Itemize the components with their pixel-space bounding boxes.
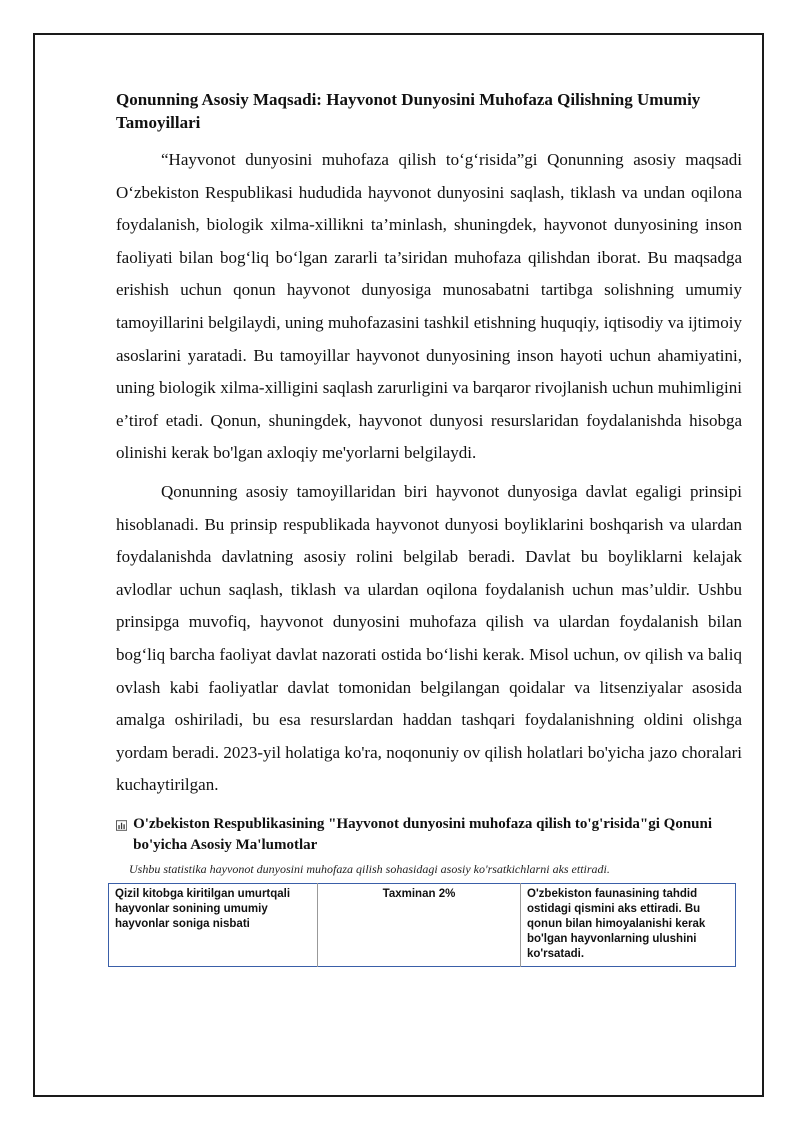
bar-chart-icon bbox=[116, 819, 127, 832]
section-heading: Qonunning Asosiy Maqsadi: Hayvonot Dunyosini Muhofaza Qilishning Umumiy Tamoyillari bbox=[116, 90, 701, 132]
document-content bbox=[116, 88, 742, 967]
value-cell: Taxminan 2% bbox=[318, 883, 521, 966]
note-cell: O'zbekiston faunasining tahdid ostidagi qismini aks ettiradi. Bu qonun bilan himoyalanishi kerak bo'lgan hayvonlarning ulushini ko'rsatadi. bbox=[521, 883, 736, 966]
indicator-cell: Qizil kitobga kiritilgan umurtqali hayvonlar sonining umumiy hayvonlar soniga nisbati bbox=[115, 887, 291, 930]
table-row bbox=[109, 883, 736, 966]
table-title: O'zbekiston Respublikasining "Hayvonot dunyosini muhofaza qilish to'g'risida"gi Qonuni bo'yicha Asosiy Ma'lumotlar bbox=[133, 815, 713, 853]
table-title-row bbox=[116, 814, 742, 856]
paragraph-2: Qonunning asosiy tamoyillaridan biri hayvonot dunyosiga davlat egaligi prinsipi hisoblanadi. Bu prinsip respublikada hayvonot dunyosi boyliklarini boshqarish va ulardan foydalanishda davlatning asosiy rolini belgilab beradi. Davlat bu boyliklarni kelajak avlodlar uchun saqlash, tiklash va ulardan oqilona foydalanish uchun mas’uldir. Ushbu prinsipga muvofiq, hayvonot dunyosini muhofaza qilish va ulardan foydalanish bilan bog‘liq barcha faoliyat davlat nazorati ostida bo‘lishi kerak. Misol uchun, ov qilish va baliq ovlash kabi faoliyatlar davlat tomonidan belgilangan qoidalar va litsenziyalar asosida amalga oshiriladi, bu esa resurslardan haddan tashqari foydalanishning oldini olishga yordam beradi. 2023-yil holatiga ko'ra, noqonuniy ov qilish holatlari bo'yicha jazo choralari kuchaytirilgan. bbox=[116, 481, 742, 795]
statistics-section bbox=[116, 814, 742, 967]
statistics-table bbox=[108, 883, 736, 967]
table-caption: Ushbu statistika hayvonot dunyosini muhofaza qilish sohasidagi asosiy ko'rsatkichlarni aks ettiradi. bbox=[129, 861, 610, 876]
paragraph-1: “Hayvonot dunyosini muhofaza qilish to‘g‘risida”gi Qonunning asosiy maqsadi O‘zbekiston Respublikasi hududida hayvonot dunyosini saqlash, tiklash va undan oqilona foydalanish, biologik xilma-xillikni ta’minlash, shuningdek, hayvonot dunyosining inson faoliyati bilan bog‘liq bo‘lgan zararli ta’siridan muhofaza qilishdan iborat. Bu maqsadga erishish uchun qonun hayvonot dunyosiga munosabatni tartibga solishning umumiy tamoyillarini belgilaydi, uning muhofazasini tashkil etishning huquqiy, iqtisodiy va ijtimoiy asoslarini yaratadi. Bu tamoyillar hayvonot dunyosining inson hayoti uchun ahamiyatini, uning biologik xilma-xilligini saqlash zarurligini va barqaror rivojlanish uchun muhimligini e’tirof etadi. Qonun, shuningdek, hayvonot dunyosi resurslaridan foydalanishda hisobga olinishi kerak bo'lgan axloqiy me'yorlarni belgilaydi. bbox=[116, 150, 742, 463]
